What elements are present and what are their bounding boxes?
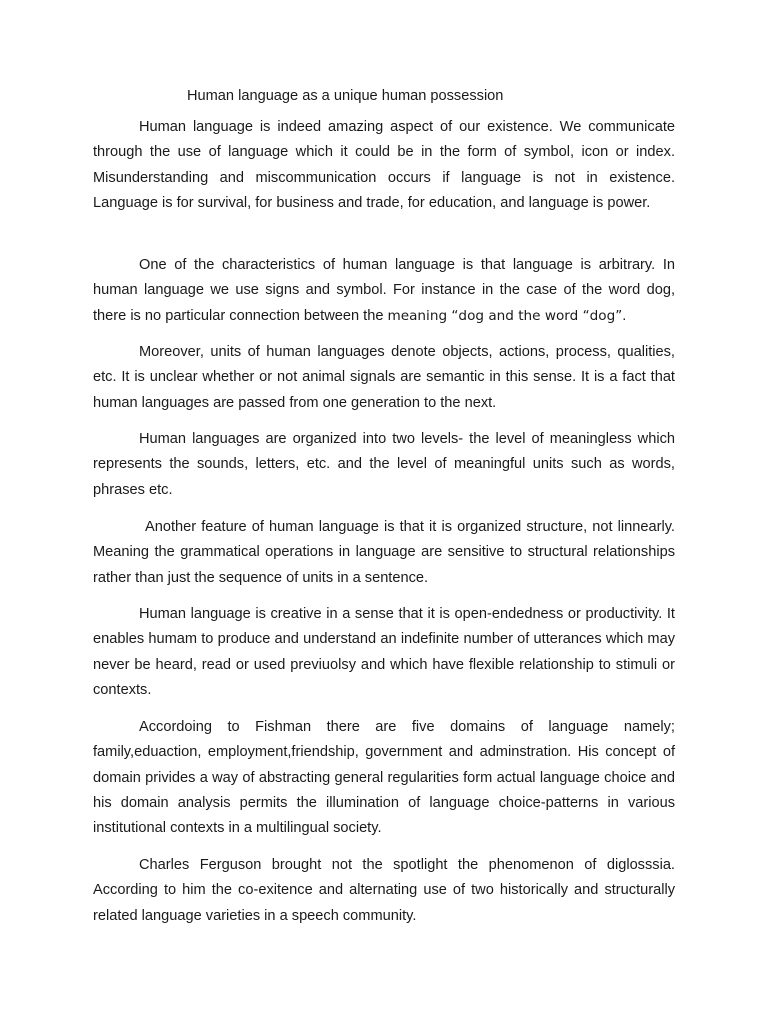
paragraph-arbitrariness-period: . xyxy=(622,307,627,324)
paragraph-ferguson-diglossia: Charles Ferguson brought not the spotlight the phenomenon of diglosssia. According to him the co-exitence and alternating use of two historically and structurally related language varieties in a speech community. xyxy=(93,857,675,924)
paragraph-structure: Another feature of human language is that it is organized structure, not linnearly. Meaning the grammatical operations in language are sensitive to structural relationships rather than just the sequence of units in a sentence. xyxy=(93,519,675,586)
paragraph-arbitrariness xyxy=(93,253,675,329)
paragraph-fishman-domains: Accordoing to Fishman there are five domains of language namely; family,eduaction, employment,friendship, government and adminstration. His concept of domain privides a way of abstracting general regularities form actual language choice and his domain analysis permits the illumination of language choice-patterns in various institutional contexts in a multilingual society. xyxy=(93,719,675,837)
paragraph-creativity: Human language is creative in a sense that it is open-endedness or productivity. It enables humam to produce and understand an indefinite number of utterances which may never be heard, read or used previuolsy and which have flexible relationship to stimuli or contexts. xyxy=(93,606,675,698)
paragraph-arbitrariness-quote: meaning “dog and the word “dog” xyxy=(387,307,623,324)
paragraph-semanticity: Moreover, units of human languages denote objects, actions, process, qualities, etc. It is unclear whether or not animal signals are semantic in this sense. It is a fact that human languages are passed from one generation to the next. xyxy=(93,344,675,411)
document-title: Human language as a unique human possession xyxy=(187,88,504,104)
paragraph-duality: Human languages are organized into two levels- the level of meaningless which represents the sounds, letters, etc. and the level of meaningful units such as words, phrases etc. xyxy=(93,431,675,498)
paragraph-intro: Human language is indeed amazing aspect of our existence. We communicate through the use of language which it could be in the form of symbol, icon or index. Misunderstanding and miscommunication occurs if language is not in existence. Language is for survival, for business and trade, for education, and language is power. xyxy=(93,119,675,211)
paragraph-arbitrariness-text: One of the characteristics of human language is that language is arbitrary. In human language we use signs and symbol. For instance in the case of the word dog, there is no particular connection between the xyxy=(93,257,675,324)
